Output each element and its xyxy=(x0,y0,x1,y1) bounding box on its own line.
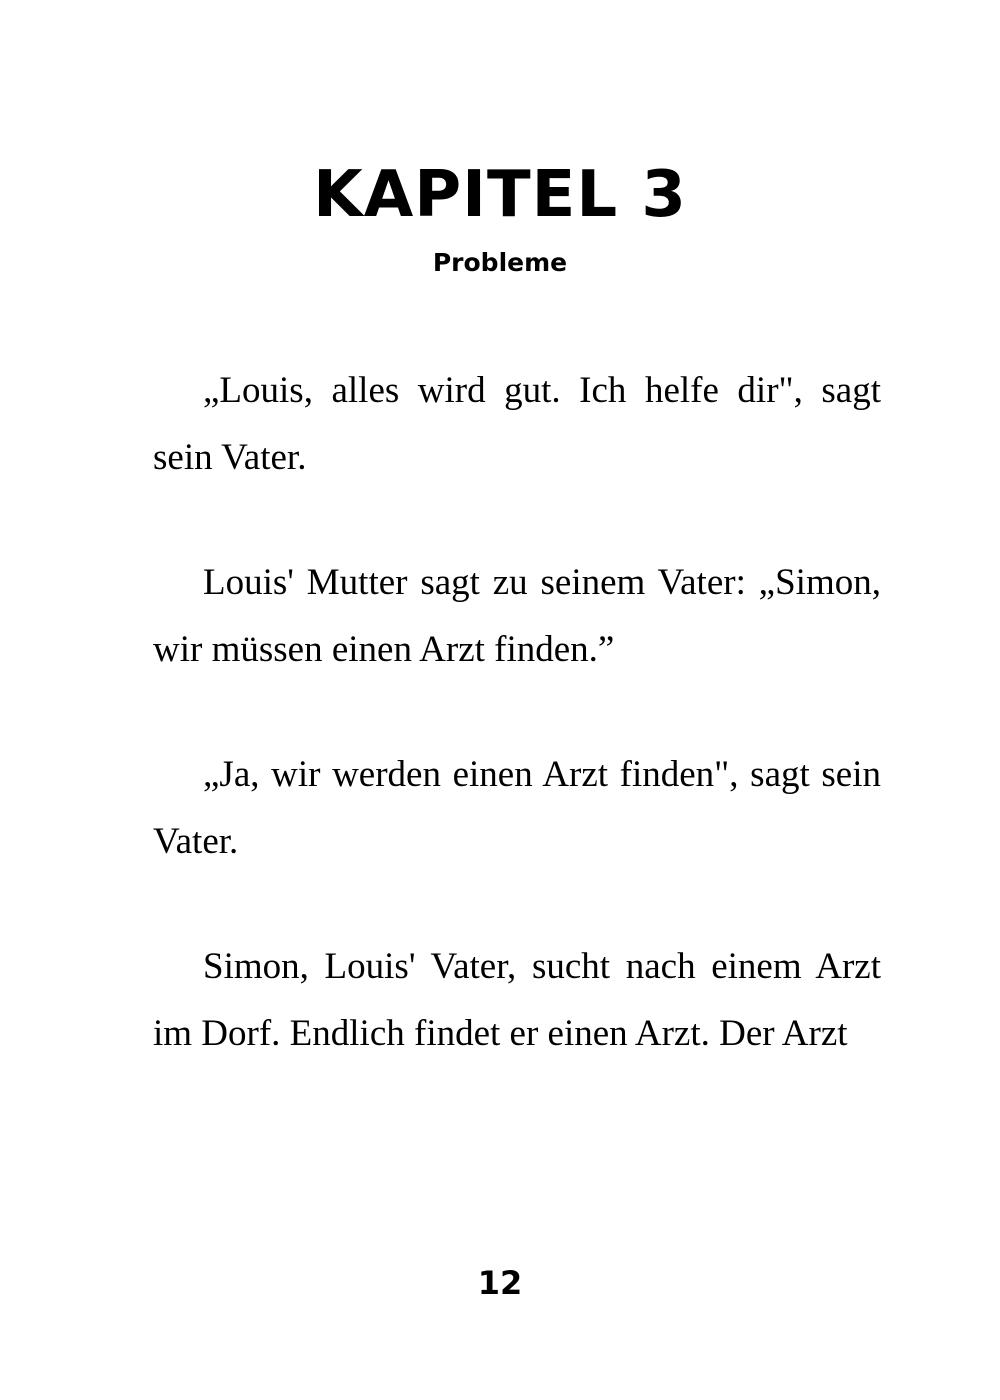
body-text xyxy=(153,357,881,1067)
chapter-title: KAPITEL 3 xyxy=(313,158,687,232)
paragraph: Louis' Mutter sagt zu seinem Vater: „Simon, wir müssen einen Arzt finden.” xyxy=(153,562,881,670)
chapter-subtitle: Probleme xyxy=(432,248,568,277)
page-number: 12 xyxy=(477,1264,523,1302)
paragraph: „Louis, alles wird gut. Ich helfe dir", sagt sein Vater. xyxy=(153,370,881,478)
paragraph: „Ja, wir werden einen Arzt finden", sagt sein Vater. xyxy=(153,754,881,862)
paragraph: Simon, Louis' Vater, sucht nach einem Arzt im Dorf. Endlich findet er einen Arzt. Der Arzt xyxy=(153,946,881,1054)
